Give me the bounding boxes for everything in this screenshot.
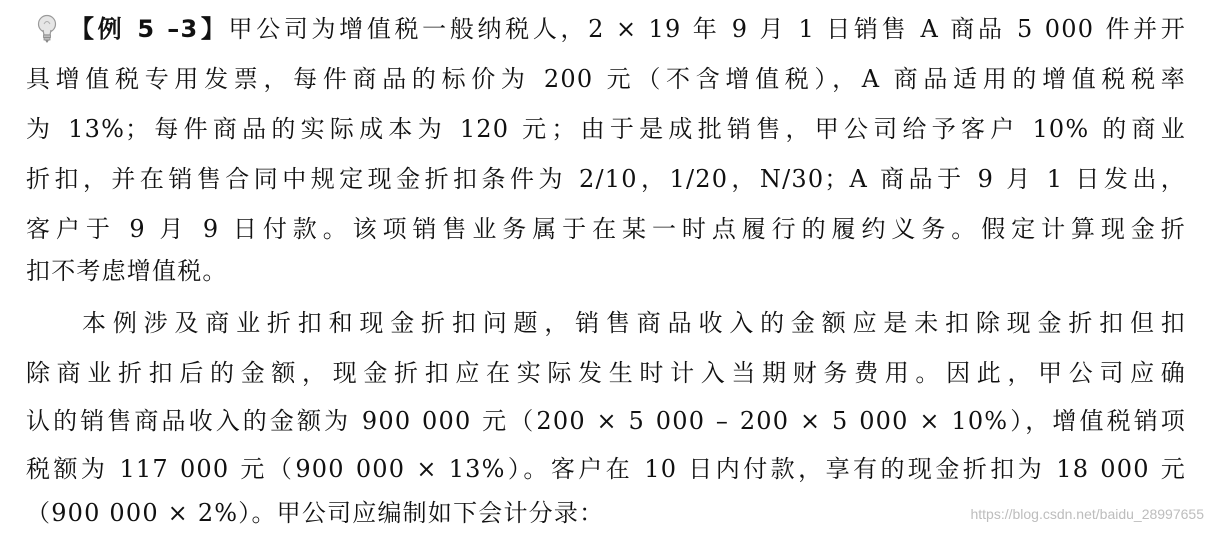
analysis-line-1: 本例涉及商业折扣和现金折扣问题，销售商品收入的金额应是未扣除现金折扣但扣 xyxy=(82,309,1186,337)
analysis-line-5: （900 000 × 2%）。甲公司应编制如下会计分录： xyxy=(26,499,605,527)
lightbulb-icon xyxy=(36,14,58,44)
example-tag: 【例 5 –3】 xyxy=(70,15,229,43)
watermark: https://blog.csdn.net/baidu_28997655 xyxy=(970,506,1204,522)
example-line-1 xyxy=(70,6,1186,52)
analysis-line-2: 除商业折扣后的金额，现金折扣应在实际发生时计入当期财务费用。因此，甲公司应确 xyxy=(26,359,1186,387)
example-line-5: 客户于 9 月 9 日付款。该项销售业务属于在某一时点履行的履约义务。假定计算现金折 xyxy=(26,215,1186,243)
example-line-4: 折扣，并在销售合同中规定现金折扣条件为 2/10，1/20，N/30；A 商品于 9 月 1 日发出， xyxy=(26,165,1186,193)
analysis-line-4: 税额为 117 000 元（900 000 × 13%）。客户在 10 日内付款，享有的现金折扣为 18 000 元 xyxy=(26,455,1186,483)
analysis-line-3: 认的销售商品收入的金额为 900 000 元（200 × 5 000 – 200 × 5 000 × 10%），增值税销项 xyxy=(26,407,1186,435)
example-text: 甲公司为增值税一般纳税人，2 × 19 年 9 月 1 日销售 A 商品 5 000 件并开 xyxy=(228,15,1186,43)
example-line-3: 为 13%；每件商品的实际成本为 120 元；由于是成批销售，甲公司给予客户 10% 的商业 xyxy=(26,115,1186,143)
example-line-6: 扣不考虑增值税。 xyxy=(26,257,228,285)
example-line-2: 具增值税专用发票，每件商品的标价为 200 元（不含增值税），A 商品适用的增值税税率 xyxy=(26,65,1186,93)
